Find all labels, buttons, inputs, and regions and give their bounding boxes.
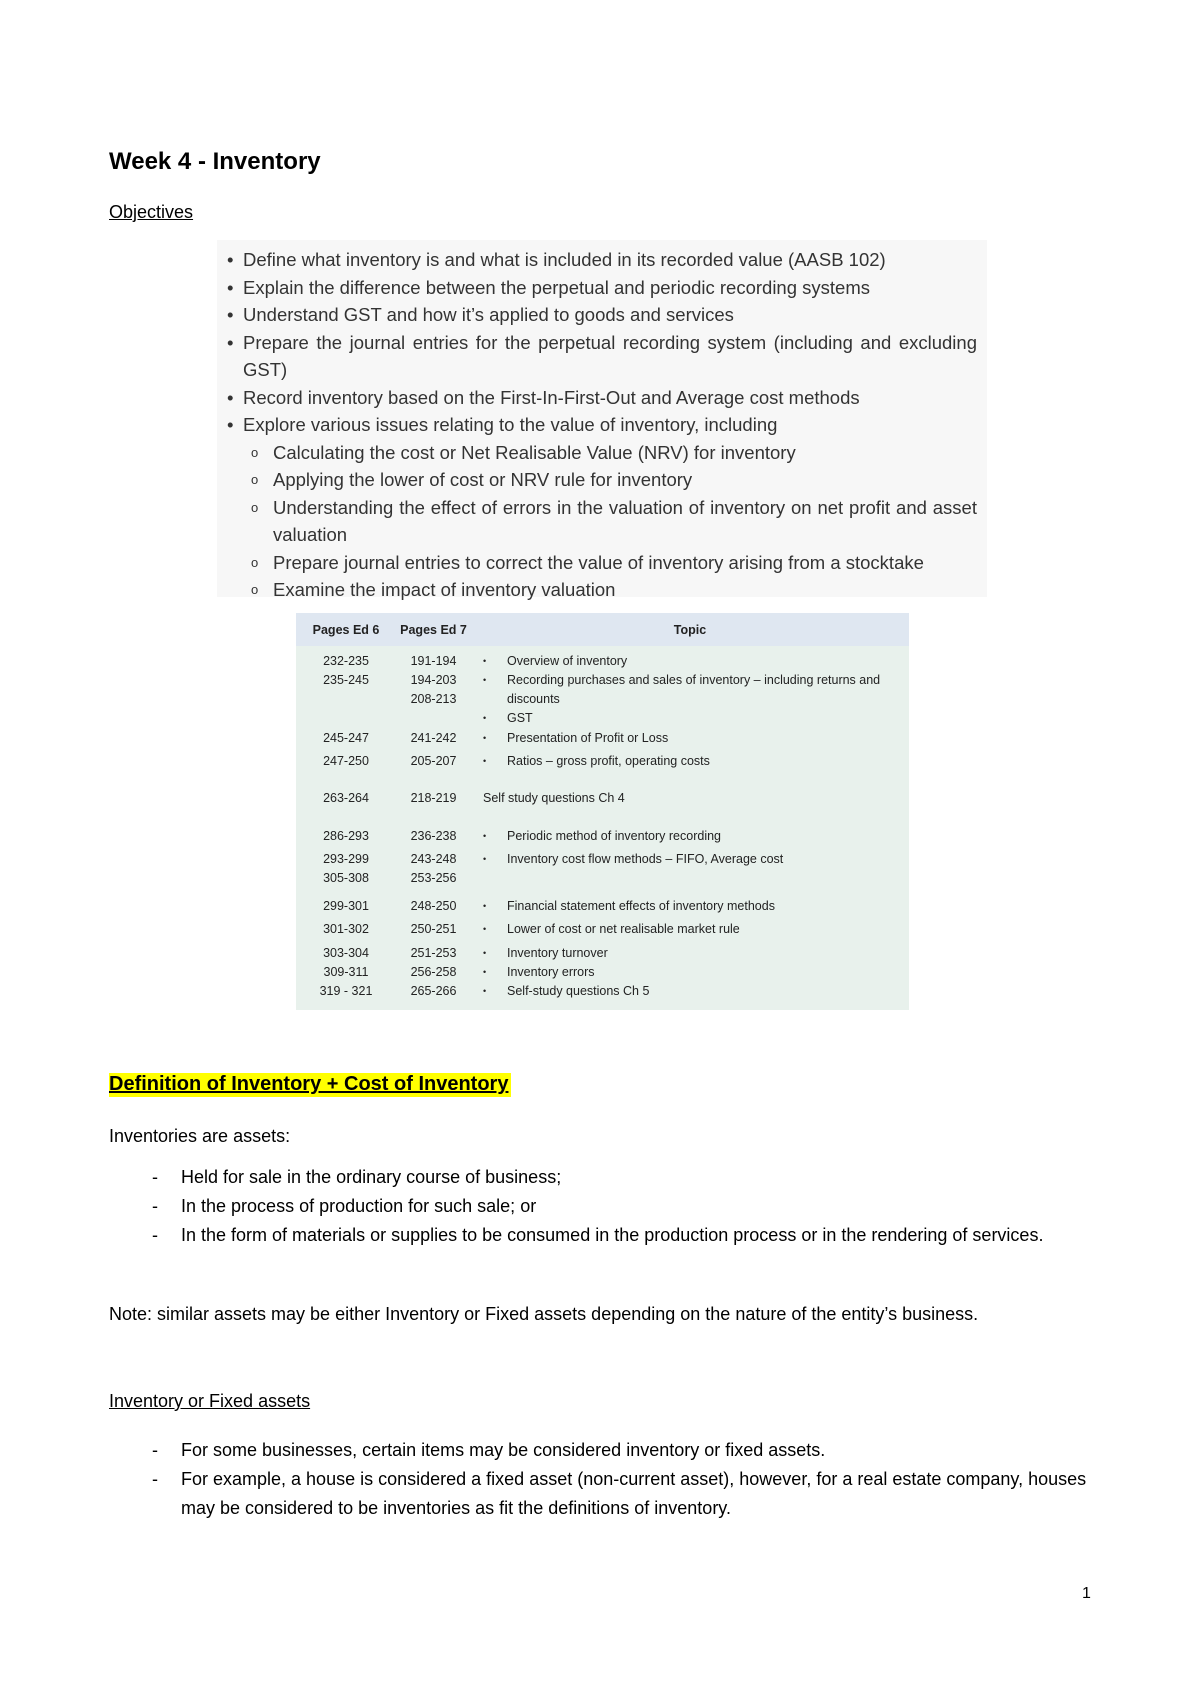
table-cell: 303-304 bbox=[323, 945, 369, 960]
objective-sublist bbox=[227, 439, 977, 604]
table-row bbox=[296, 749, 909, 790]
bullet-icon: • bbox=[483, 854, 487, 865]
bullet-icon: • bbox=[483, 924, 487, 935]
table-cell: 319 - 321 bbox=[319, 984, 373, 999]
table-row bbox=[296, 920, 909, 943]
inventories-list bbox=[152, 1163, 1097, 1250]
table-row bbox=[296, 789, 909, 827]
bullet-icon: • bbox=[483, 947, 487, 958]
table-cell: 248-250 bbox=[410, 899, 457, 914]
table-cell: 265-266 bbox=[410, 984, 457, 999]
objective-subitem: o Examine the impact of inventory valuation bbox=[251, 576, 977, 604]
objective-subitem: o Applying the lower of cost or NRV rule for inventory bbox=[251, 466, 977, 494]
table-cell: 299-301 bbox=[323, 899, 369, 914]
table-cell: • Lower of cost or net realisable market rule bbox=[471, 920, 909, 943]
bullet-icon: • bbox=[227, 249, 234, 270]
fixed-assets-heading: Inventory or Fixed assets bbox=[109, 1391, 311, 1411]
table-row bbox=[296, 963, 909, 982]
list-item: - In the process of production for such sale; or bbox=[152, 1192, 1097, 1221]
table-row bbox=[296, 850, 909, 897]
table-cell: • Ratios – gross profit, operating costs bbox=[471, 749, 909, 790]
dash-bullet: - bbox=[152, 1469, 158, 1489]
table-cell: • Presentation of Profit or Loss bbox=[471, 729, 909, 748]
table-cell: 250-251 bbox=[410, 922, 457, 937]
bullet-icon: • bbox=[483, 675, 487, 686]
circle-bullet-icon: o bbox=[251, 499, 259, 515]
bullet-icon: • bbox=[227, 386, 234, 408]
table-row bbox=[296, 729, 909, 748]
objective-subitem: o Prepare journal entries to correct the value of inventory arising from a stocktake bbox=[251, 549, 977, 577]
table-cell: • Recording purchases and sales of inventory – including returns and discounts • GST bbox=[471, 671, 909, 729]
table-cell: 218-219 bbox=[410, 791, 457, 806]
table-header: Pages Ed 7 bbox=[396, 613, 471, 646]
objective-item: • Understand GST and how it’s applied to goods and services bbox=[227, 301, 977, 329]
objective-item: • Define what inventory is and what is included in its recorded value (AASB 102) bbox=[227, 246, 977, 274]
table-cell: • Periodic method of inventory recording bbox=[471, 827, 909, 850]
bullet-icon: • bbox=[483, 755, 487, 766]
objective-subitem: o Understanding the effect of errors in the valuation of inventory on net profit and asset valuation bbox=[251, 494, 977, 549]
circle-bullet-icon: o bbox=[251, 444, 259, 460]
table-row bbox=[296, 944, 909, 963]
table-cell: 245-247 bbox=[323, 731, 369, 746]
table-header-row bbox=[296, 613, 909, 646]
circle-bullet-icon: o bbox=[251, 472, 259, 487]
objectives-heading: Objectives bbox=[109, 202, 194, 222]
table-cell: 256-258 bbox=[410, 965, 457, 980]
table-cell: 236-238 bbox=[410, 828, 457, 843]
table-cell: 241-242 bbox=[410, 731, 457, 746]
table-cell: 194-203 208-213 bbox=[410, 673, 457, 707]
note-paragraph: Note: similar assets may be either Inventory or Fixed assets depending on the nature of the entity’s business. bbox=[109, 1304, 979, 1324]
circle-bullet-icon: o bbox=[251, 582, 259, 597]
objective-subitem: o Calculating the cost or Net Realisable Value (NRV) for inventory bbox=[251, 439, 977, 467]
table-row bbox=[296, 646, 909, 671]
fixed-assets-list bbox=[152, 1436, 1097, 1523]
table-cell: • Inventory cost flow methods – FIFO, Average cost bbox=[471, 850, 909, 897]
bullet-icon: • bbox=[227, 331, 234, 353]
table-cell: 205-207 bbox=[410, 753, 457, 768]
pages-table bbox=[296, 613, 909, 1010]
table-row bbox=[296, 897, 909, 920]
table-row bbox=[296, 671, 909, 729]
table-row bbox=[296, 827, 909, 850]
circle-bullet-icon: o bbox=[251, 554, 259, 570]
list-item: - In the form of materials or supplies to be consumed in the production process or in the rendering of services. bbox=[152, 1221, 1097, 1250]
table-cell: 309-311 bbox=[323, 965, 369, 980]
bullet-icon: • bbox=[483, 901, 487, 912]
bullet-icon: • bbox=[227, 304, 234, 325]
bullet-icon: • bbox=[227, 276, 234, 298]
table-cell: 286-293 bbox=[323, 828, 369, 843]
table-cell: • Financial statement effects of inventory methods bbox=[471, 897, 909, 920]
list-item: - For some businesses, certain items may be considered inventory or fixed assets. bbox=[152, 1436, 1097, 1465]
dash-bullet: - bbox=[152, 1225, 158, 1245]
table-cell: • Self-study questions Ch 5 bbox=[471, 982, 909, 1010]
list-item: - For example, a house is considered a fixed asset (non-current asset), however, for a real estate company, houses may be considered to be inventories as fit the definitions of inventory. bbox=[152, 1465, 1097, 1523]
definition-heading: Definition of Inventory + Cost of Inventory bbox=[109, 1073, 511, 1097]
bullet-icon: • bbox=[483, 830, 487, 841]
bullet-icon: • bbox=[483, 967, 487, 978]
page-number: 1 bbox=[1082, 1585, 1091, 1602]
table-cell: 263-264 bbox=[323, 791, 369, 806]
table-cell: 191-194 bbox=[410, 654, 457, 668]
table-header: Topic bbox=[471, 613, 909, 646]
objective-item: • Explore various issues relating to the value of inventory, including bbox=[227, 411, 977, 439]
table-cell: 251-253 bbox=[410, 945, 457, 960]
bullet-icon: • bbox=[483, 986, 487, 997]
inventories-intro: Inventories are assets: bbox=[109, 1126, 291, 1146]
dash-bullet: - bbox=[152, 1440, 158, 1460]
dash-bullet: - bbox=[152, 1196, 158, 1216]
table-cell: 293-299 305-308 bbox=[323, 852, 369, 886]
objective-item: • Explain the difference between the perpetual and periodic recording systems bbox=[227, 274, 977, 302]
objective-item: • Prepare the journal entries for the perpetual recording system (including and excluding GST) bbox=[227, 329, 977, 384]
objective-item: • Record inventory based on the First-In-First-Out and Average cost methods bbox=[227, 384, 977, 412]
table-cell: • Overview of inventory bbox=[471, 646, 909, 671]
table-cell: • Inventory turnover bbox=[471, 944, 909, 963]
table-cell: 232-235 bbox=[323, 654, 369, 668]
table-cell: 247-250 bbox=[323, 753, 369, 768]
table-cell: Self study questions Ch 4 bbox=[483, 791, 625, 806]
table-cell: 235-245 bbox=[323, 673, 369, 688]
dash-bullet: - bbox=[152, 1167, 158, 1187]
bullet-icon: • bbox=[227, 414, 234, 435]
page-title: Week 4 - Inventory bbox=[109, 148, 321, 175]
table-cell: • Inventory errors bbox=[471, 963, 909, 982]
table-row bbox=[296, 982, 909, 1010]
list-item: - Held for sale in the ordinary course of business; bbox=[152, 1163, 1097, 1192]
table-cell: 243-248 253-256 bbox=[410, 852, 457, 886]
bullet-icon: • bbox=[483, 656, 487, 666]
objectives-box bbox=[217, 240, 987, 600]
table-header: Pages Ed 6 bbox=[296, 613, 396, 646]
bullet-icon: • bbox=[483, 713, 487, 724]
table-cell: 301-302 bbox=[323, 922, 369, 937]
bullet-icon: • bbox=[483, 733, 487, 744]
